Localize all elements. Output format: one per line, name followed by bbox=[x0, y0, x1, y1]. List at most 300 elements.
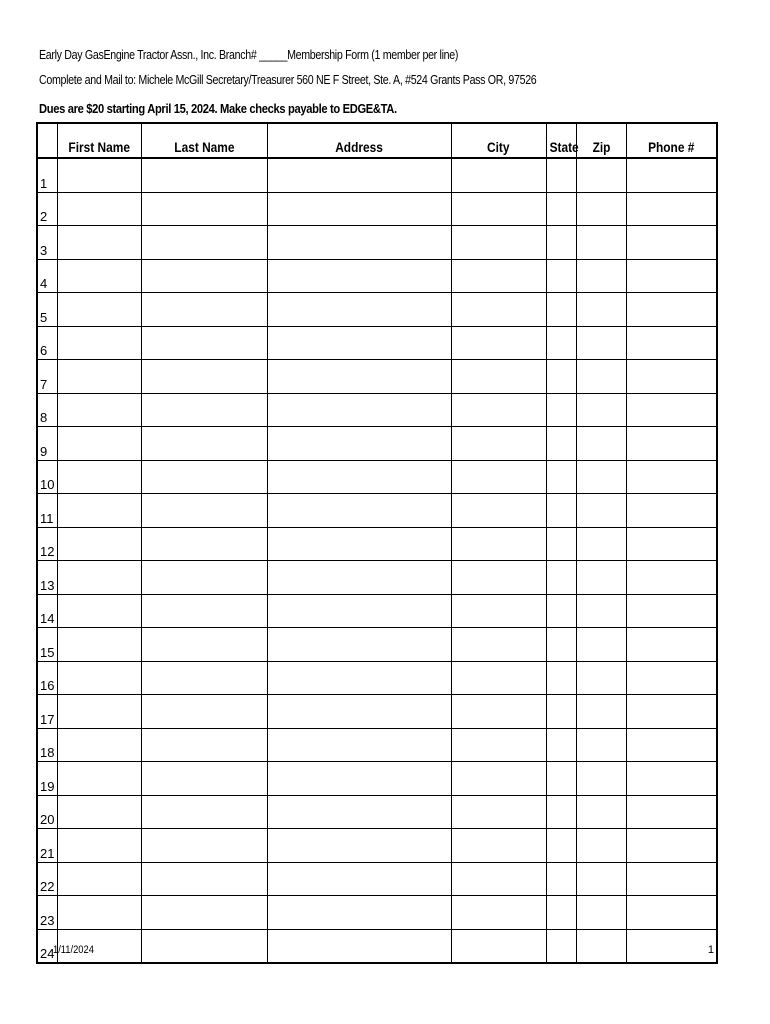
first-name-input[interactable] bbox=[58, 896, 141, 929]
phone-input[interactable] bbox=[627, 695, 717, 728]
zip-input[interactable] bbox=[577, 293, 626, 326]
state-input[interactable] bbox=[547, 461, 576, 494]
address-input[interactable] bbox=[268, 628, 451, 661]
city-input[interactable] bbox=[452, 461, 546, 494]
city-cell bbox=[451, 695, 546, 729]
state-cell bbox=[546, 393, 576, 427]
row-number: 13 bbox=[37, 561, 57, 595]
state-input[interactable] bbox=[547, 159, 576, 192]
address-input[interactable] bbox=[268, 193, 451, 226]
state-input[interactable] bbox=[547, 796, 576, 829]
column-header-number bbox=[37, 123, 57, 158]
phone-input[interactable] bbox=[627, 930, 717, 963]
first-name-input[interactable] bbox=[58, 628, 141, 661]
last-name-input[interactable] bbox=[142, 896, 267, 929]
phone-input[interactable] bbox=[627, 159, 717, 192]
last-name-input[interactable] bbox=[142, 561, 267, 594]
first-name-input[interactable] bbox=[58, 260, 141, 293]
row-number: 1 bbox=[37, 158, 57, 192]
table-row bbox=[37, 226, 717, 260]
last-name-input[interactable] bbox=[142, 930, 267, 963]
address-input[interactable] bbox=[268, 360, 451, 393]
state-input[interactable] bbox=[547, 360, 576, 393]
state-input[interactable] bbox=[547, 226, 576, 259]
row-number: 4 bbox=[37, 259, 57, 293]
city-input[interactable] bbox=[452, 930, 546, 963]
first-name-input[interactable] bbox=[58, 829, 141, 862]
state-input[interactable] bbox=[547, 662, 576, 695]
city-cell bbox=[451, 594, 546, 628]
row-number: 12 bbox=[37, 527, 57, 561]
row-number: 14 bbox=[37, 594, 57, 628]
table-row bbox=[37, 293, 717, 327]
zip-input[interactable] bbox=[577, 461, 626, 494]
address-cell bbox=[267, 293, 451, 327]
zip-input[interactable] bbox=[577, 159, 626, 192]
city-input[interactable] bbox=[452, 662, 546, 695]
address-cell bbox=[267, 360, 451, 394]
first-name-input[interactable] bbox=[58, 762, 141, 795]
phone-cell bbox=[626, 829, 717, 863]
city-input[interactable] bbox=[452, 427, 546, 460]
address-input[interactable] bbox=[268, 394, 451, 427]
phone-cell bbox=[626, 259, 717, 293]
state-input[interactable] bbox=[547, 427, 576, 460]
address-cell bbox=[267, 929, 451, 963]
phone-input[interactable] bbox=[627, 896, 717, 929]
first-name-cell bbox=[57, 494, 141, 528]
first-name-input[interactable] bbox=[58, 461, 141, 494]
zip-input[interactable] bbox=[577, 729, 626, 762]
last-name-input[interactable] bbox=[142, 662, 267, 695]
first-name-input[interactable] bbox=[58, 662, 141, 695]
last-name-input[interactable] bbox=[142, 494, 267, 527]
state-input[interactable] bbox=[547, 863, 576, 896]
address-input[interactable] bbox=[268, 494, 451, 527]
last-name-input[interactable] bbox=[142, 360, 267, 393]
phone-input[interactable] bbox=[627, 461, 717, 494]
city-input[interactable] bbox=[452, 595, 546, 628]
phone-cell bbox=[626, 460, 717, 494]
address-cell bbox=[267, 460, 451, 494]
table-row bbox=[37, 158, 717, 192]
row-number: 22 bbox=[37, 862, 57, 896]
zip-input[interactable] bbox=[577, 494, 626, 527]
city-input[interactable] bbox=[452, 394, 546, 427]
address-cell bbox=[267, 829, 451, 863]
state-cell bbox=[546, 360, 576, 394]
row-number: 3 bbox=[37, 226, 57, 260]
state-input[interactable] bbox=[547, 193, 576, 226]
state-cell bbox=[546, 661, 576, 695]
state-input[interactable] bbox=[547, 293, 576, 326]
phone-input[interactable] bbox=[627, 662, 717, 695]
table-row bbox=[37, 360, 717, 394]
state-cell bbox=[546, 226, 576, 260]
address-input[interactable] bbox=[268, 595, 451, 628]
address-cell bbox=[267, 561, 451, 595]
state-cell bbox=[546, 293, 576, 327]
state-input[interactable] bbox=[547, 595, 576, 628]
row-number: 2 bbox=[37, 192, 57, 226]
address-input[interactable] bbox=[268, 528, 451, 561]
address-input[interactable] bbox=[268, 561, 451, 594]
phone-input[interactable] bbox=[627, 863, 717, 896]
last-name-input[interactable] bbox=[142, 427, 267, 460]
phone-cell bbox=[626, 561, 717, 595]
first-name-cell bbox=[57, 762, 141, 796]
address-cell bbox=[267, 728, 451, 762]
zip-input[interactable] bbox=[577, 662, 626, 695]
city-input[interactable] bbox=[452, 796, 546, 829]
state-cell bbox=[546, 829, 576, 863]
zip-input[interactable] bbox=[577, 260, 626, 293]
zip-input[interactable] bbox=[577, 930, 626, 963]
city-cell bbox=[451, 427, 546, 461]
last-name-input[interactable] bbox=[142, 193, 267, 226]
phone-cell bbox=[626, 661, 717, 695]
column-header-last-name: Last Name bbox=[141, 123, 267, 158]
state-cell bbox=[546, 427, 576, 461]
city-cell bbox=[451, 192, 546, 226]
city-input[interactable] bbox=[452, 695, 546, 728]
last-name-cell bbox=[141, 929, 267, 963]
table-row bbox=[37, 795, 717, 829]
phone-cell bbox=[626, 226, 717, 260]
city-input[interactable] bbox=[452, 762, 546, 795]
city-input[interactable] bbox=[452, 863, 546, 896]
city-cell bbox=[451, 158, 546, 192]
city-input[interactable] bbox=[452, 260, 546, 293]
address-input[interactable] bbox=[268, 896, 451, 929]
city-input[interactable] bbox=[452, 193, 546, 226]
phone-input[interactable] bbox=[627, 193, 717, 226]
city-cell bbox=[451, 527, 546, 561]
address-input[interactable] bbox=[268, 796, 451, 829]
phone-input[interactable] bbox=[627, 762, 717, 795]
zip-input[interactable] bbox=[577, 528, 626, 561]
phone-input[interactable] bbox=[627, 528, 717, 561]
city-input[interactable] bbox=[452, 226, 546, 259]
last-name-cell bbox=[141, 594, 267, 628]
city-cell bbox=[451, 929, 546, 963]
first-name-input[interactable] bbox=[58, 394, 141, 427]
address-input[interactable] bbox=[268, 863, 451, 896]
last-name-cell bbox=[141, 628, 267, 662]
city-cell bbox=[451, 561, 546, 595]
zip-cell bbox=[576, 226, 626, 260]
row-number: 17 bbox=[37, 695, 57, 729]
address-cell bbox=[267, 393, 451, 427]
zip-input[interactable] bbox=[577, 226, 626, 259]
last-name-cell bbox=[141, 795, 267, 829]
table-row bbox=[37, 862, 717, 896]
address-input[interactable] bbox=[268, 427, 451, 460]
row-number: 11 bbox=[37, 494, 57, 528]
state-input[interactable] bbox=[547, 327, 576, 360]
city-cell bbox=[451, 494, 546, 528]
zip-input[interactable] bbox=[577, 829, 626, 862]
zip-cell bbox=[576, 829, 626, 863]
phone-cell bbox=[626, 427, 717, 461]
row-number: 19 bbox=[37, 762, 57, 796]
phone-cell bbox=[626, 293, 717, 327]
state-cell bbox=[546, 929, 576, 963]
address-input[interactable] bbox=[268, 695, 451, 728]
zip-input[interactable] bbox=[577, 896, 626, 929]
zip-input[interactable] bbox=[577, 695, 626, 728]
first-name-input[interactable] bbox=[58, 796, 141, 829]
state-input[interactable] bbox=[547, 394, 576, 427]
last-name-cell bbox=[141, 360, 267, 394]
last-name-input[interactable] bbox=[142, 394, 267, 427]
table-row bbox=[37, 561, 717, 595]
state-cell bbox=[546, 628, 576, 662]
address-input[interactable] bbox=[268, 762, 451, 795]
first-name-cell bbox=[57, 728, 141, 762]
state-input[interactable] bbox=[547, 260, 576, 293]
phone-input[interactable] bbox=[627, 561, 717, 594]
zip-input[interactable] bbox=[577, 327, 626, 360]
footer-date: 1/11/2024 bbox=[53, 944, 94, 956]
first-name-input[interactable] bbox=[58, 193, 141, 226]
last-name-cell bbox=[141, 460, 267, 494]
first-name-input[interactable] bbox=[58, 561, 141, 594]
first-name-input[interactable] bbox=[58, 528, 141, 561]
first-name-cell bbox=[57, 427, 141, 461]
state-input[interactable] bbox=[547, 628, 576, 661]
row-number: 15 bbox=[37, 628, 57, 662]
first-name-input[interactable] bbox=[58, 360, 141, 393]
first-name-input[interactable] bbox=[58, 863, 141, 896]
phone-cell bbox=[626, 695, 717, 729]
city-input[interactable] bbox=[452, 829, 546, 862]
table-row bbox=[37, 460, 717, 494]
last-name-input[interactable] bbox=[142, 762, 267, 795]
city-input[interactable] bbox=[452, 528, 546, 561]
address-cell bbox=[267, 896, 451, 930]
first-name-input[interactable] bbox=[58, 729, 141, 762]
zip-input[interactable] bbox=[577, 863, 626, 896]
city-input[interactable] bbox=[452, 494, 546, 527]
last-name-input[interactable] bbox=[142, 595, 267, 628]
address-cell bbox=[267, 326, 451, 360]
city-input[interactable] bbox=[452, 628, 546, 661]
last-name-input[interactable] bbox=[142, 226, 267, 259]
state-input[interactable] bbox=[547, 561, 576, 594]
zip-input[interactable] bbox=[577, 762, 626, 795]
phone-input[interactable] bbox=[627, 494, 717, 527]
table-row bbox=[37, 259, 717, 293]
city-input[interactable] bbox=[452, 293, 546, 326]
address-input[interactable] bbox=[268, 260, 451, 293]
phone-input[interactable] bbox=[627, 327, 717, 360]
city-input[interactable] bbox=[452, 729, 546, 762]
first-name-cell bbox=[57, 226, 141, 260]
city-cell bbox=[451, 762, 546, 796]
city-input[interactable] bbox=[452, 159, 546, 192]
last-name-cell bbox=[141, 226, 267, 260]
first-name-input[interactable] bbox=[58, 226, 141, 259]
phone-input[interactable] bbox=[627, 796, 717, 829]
city-cell bbox=[451, 829, 546, 863]
last-name-cell bbox=[141, 393, 267, 427]
city-cell bbox=[451, 393, 546, 427]
state-cell bbox=[546, 762, 576, 796]
phone-input[interactable] bbox=[627, 226, 717, 259]
last-name-input[interactable] bbox=[142, 695, 267, 728]
row-number: 20 bbox=[37, 795, 57, 829]
city-input[interactable] bbox=[452, 327, 546, 360]
last-name-input[interactable] bbox=[142, 729, 267, 762]
last-name-cell bbox=[141, 494, 267, 528]
state-input[interactable] bbox=[547, 695, 576, 728]
first-name-input[interactable] bbox=[58, 327, 141, 360]
zip-input[interactable] bbox=[577, 394, 626, 427]
address-cell bbox=[267, 594, 451, 628]
last-name-input[interactable] bbox=[142, 260, 267, 293]
city-cell bbox=[451, 360, 546, 394]
zip-cell bbox=[576, 192, 626, 226]
first-name-cell bbox=[57, 628, 141, 662]
column-header-first-name: First Name bbox=[57, 123, 141, 158]
phone-input[interactable] bbox=[627, 260, 717, 293]
city-cell bbox=[451, 728, 546, 762]
zip-input[interactable] bbox=[577, 561, 626, 594]
last-name-cell bbox=[141, 661, 267, 695]
first-name-input[interactable] bbox=[58, 595, 141, 628]
first-name-input[interactable] bbox=[58, 494, 141, 527]
first-name-input[interactable] bbox=[58, 695, 141, 728]
phone-input[interactable] bbox=[627, 829, 717, 862]
first-name-cell bbox=[57, 695, 141, 729]
state-input[interactable] bbox=[547, 829, 576, 862]
row-number: 8 bbox=[37, 393, 57, 427]
address-cell bbox=[267, 762, 451, 796]
address-input[interactable] bbox=[268, 327, 451, 360]
first-name-cell bbox=[57, 158, 141, 192]
phone-cell bbox=[626, 393, 717, 427]
form-title: Early Day GasEngine Tractor Assn., Inc. Branch# _____Membership Form (1 member per line) bbox=[39, 47, 459, 62]
phone-input[interactable] bbox=[627, 394, 717, 427]
phone-input[interactable] bbox=[627, 427, 717, 460]
city-input[interactable] bbox=[452, 360, 546, 393]
city-cell bbox=[451, 862, 546, 896]
zip-cell bbox=[576, 494, 626, 528]
address-cell bbox=[267, 259, 451, 293]
address-input[interactable] bbox=[268, 293, 451, 326]
phone-input[interactable] bbox=[627, 360, 717, 393]
state-input[interactable] bbox=[547, 896, 576, 929]
city-cell bbox=[451, 661, 546, 695]
first-name-input[interactable] bbox=[58, 293, 141, 326]
last-name-input[interactable] bbox=[142, 829, 267, 862]
address-input[interactable] bbox=[268, 461, 451, 494]
zip-cell bbox=[576, 527, 626, 561]
address-cell bbox=[267, 494, 451, 528]
zip-input[interactable] bbox=[577, 427, 626, 460]
zip-input[interactable] bbox=[577, 595, 626, 628]
first-name-cell bbox=[57, 795, 141, 829]
city-input[interactable] bbox=[452, 896, 546, 929]
column-header-zip: Zip bbox=[576, 123, 626, 158]
city-cell bbox=[451, 896, 546, 930]
state-cell bbox=[546, 259, 576, 293]
address-cell bbox=[267, 226, 451, 260]
zip-input[interactable] bbox=[577, 796, 626, 829]
first-name-input[interactable] bbox=[58, 159, 141, 192]
last-name-cell bbox=[141, 326, 267, 360]
state-input[interactable] bbox=[547, 762, 576, 795]
zip-input[interactable] bbox=[577, 193, 626, 226]
address-input[interactable] bbox=[268, 829, 451, 862]
address-input[interactable] bbox=[268, 159, 451, 192]
last-name-input[interactable] bbox=[142, 327, 267, 360]
page-number: 1 bbox=[707, 944, 714, 956]
column-header-phone: Phone # bbox=[626, 123, 717, 158]
phone-cell bbox=[626, 360, 717, 394]
column-header-state: State bbox=[546, 123, 576, 158]
address-input[interactable] bbox=[268, 930, 451, 963]
zip-cell bbox=[576, 762, 626, 796]
zip-input[interactable] bbox=[577, 360, 626, 393]
address-input[interactable] bbox=[268, 226, 451, 259]
phone-cell bbox=[626, 628, 717, 662]
state-input[interactable] bbox=[547, 528, 576, 561]
row-number: 9 bbox=[37, 427, 57, 461]
last-name-input[interactable] bbox=[142, 293, 267, 326]
phone-input[interactable] bbox=[627, 729, 717, 762]
state-input[interactable] bbox=[547, 729, 576, 762]
address-input[interactable] bbox=[268, 662, 451, 695]
zip-cell bbox=[576, 628, 626, 662]
phone-input[interactable] bbox=[627, 595, 717, 628]
phone-input[interactable] bbox=[627, 293, 717, 326]
zip-cell bbox=[576, 594, 626, 628]
table-row bbox=[37, 661, 717, 695]
table-row bbox=[37, 594, 717, 628]
address-input[interactable] bbox=[268, 729, 451, 762]
table-header-row bbox=[37, 123, 717, 158]
last-name-cell bbox=[141, 728, 267, 762]
last-name-input[interactable] bbox=[142, 863, 267, 896]
phone-cell bbox=[626, 929, 717, 963]
address-cell bbox=[267, 427, 451, 461]
state-input[interactable] bbox=[547, 494, 576, 527]
state-cell bbox=[546, 862, 576, 896]
address-cell bbox=[267, 628, 451, 662]
table-row bbox=[37, 829, 717, 863]
state-cell bbox=[546, 795, 576, 829]
last-name-input[interactable] bbox=[142, 159, 267, 192]
first-name-input[interactable] bbox=[58, 427, 141, 460]
last-name-input[interactable] bbox=[142, 528, 267, 561]
phone-input[interactable] bbox=[627, 628, 717, 661]
state-cell bbox=[546, 594, 576, 628]
table-row bbox=[37, 527, 717, 561]
city-input[interactable] bbox=[452, 561, 546, 594]
zip-cell bbox=[576, 795, 626, 829]
address-cell bbox=[267, 192, 451, 226]
table-row bbox=[37, 494, 717, 528]
last-name-input[interactable] bbox=[142, 796, 267, 829]
last-name-input[interactable] bbox=[142, 628, 267, 661]
state-input[interactable] bbox=[547, 930, 576, 963]
zip-input[interactable] bbox=[577, 628, 626, 661]
last-name-input[interactable] bbox=[142, 461, 267, 494]
column-header-city: City bbox=[451, 123, 546, 158]
table-row bbox=[37, 427, 717, 461]
